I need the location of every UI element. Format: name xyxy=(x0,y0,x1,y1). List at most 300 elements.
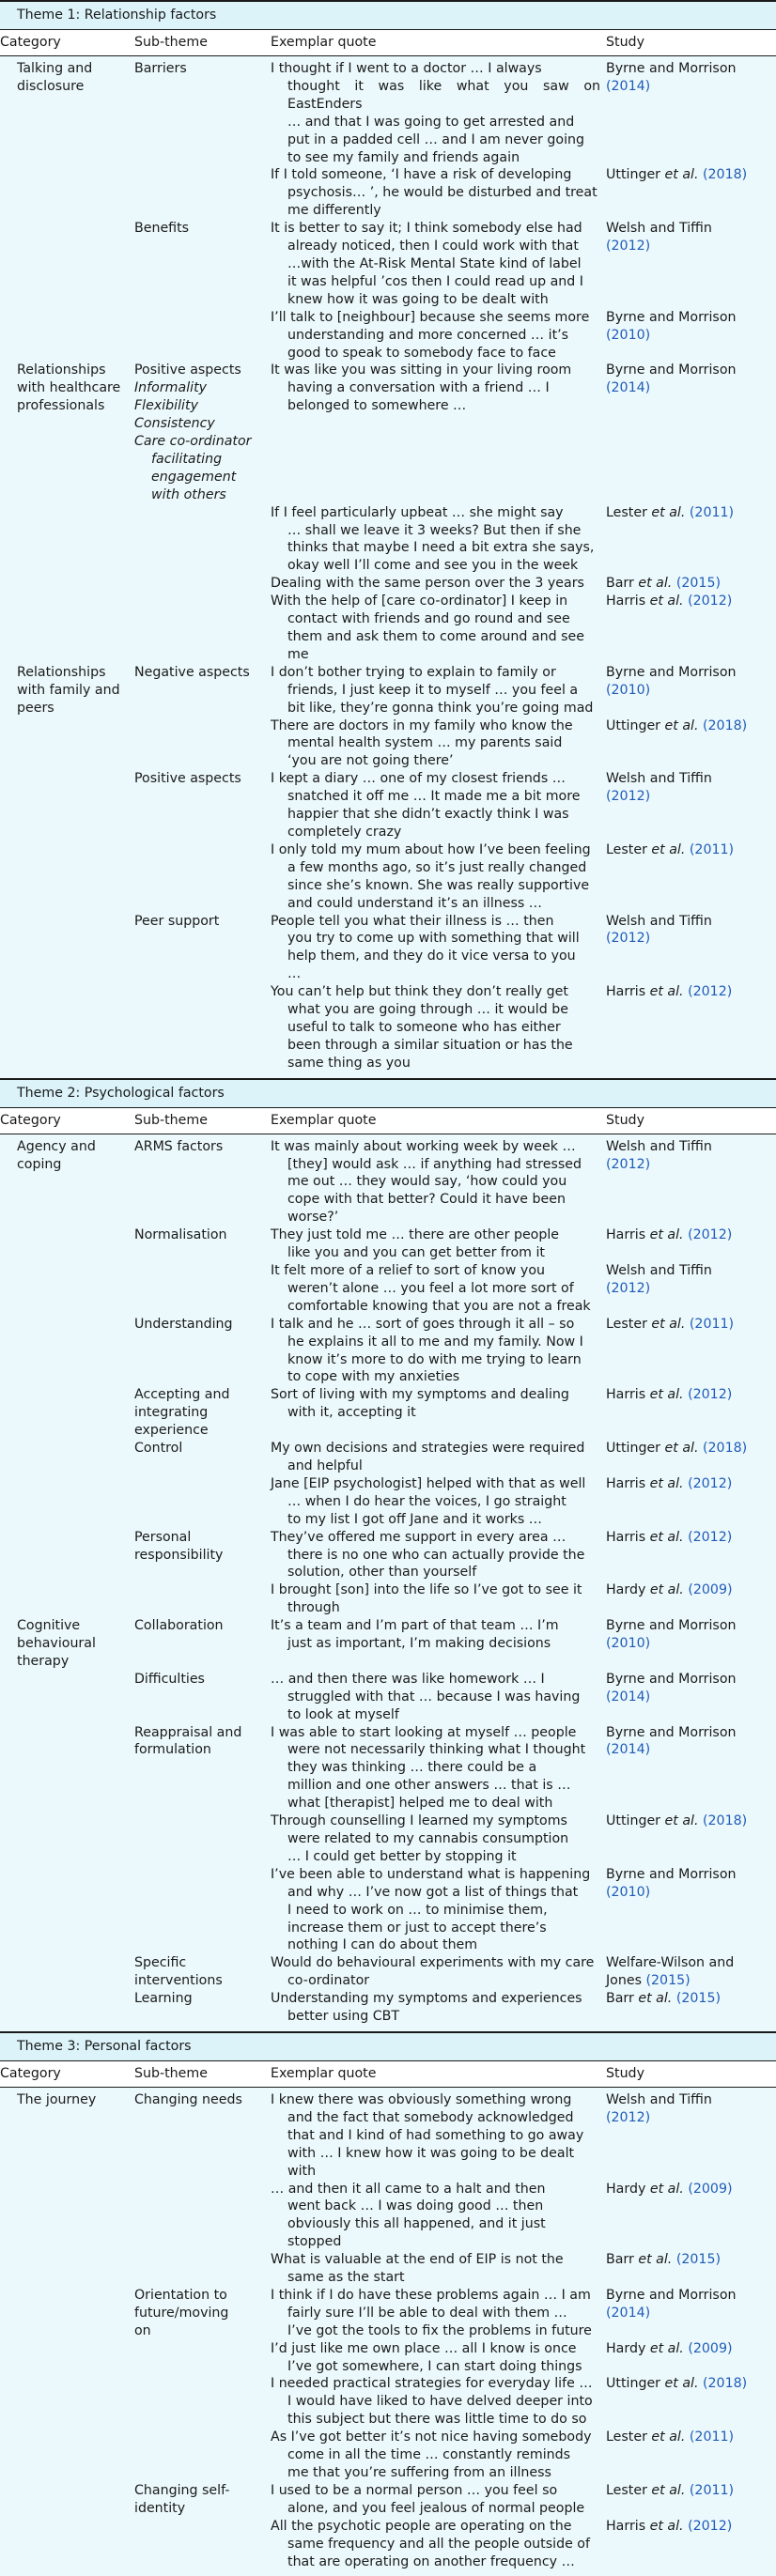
subtheme-line: Benefits xyxy=(134,221,190,237)
quote-line: a few months ago, so it’s just really changed xyxy=(287,859,587,875)
category-cell xyxy=(0,717,134,771)
quote-line: It is better to say it; I think somebody else had xyxy=(271,221,582,237)
citation-year-link[interactable]: (2011) xyxy=(689,1316,735,1332)
table-row xyxy=(0,220,776,309)
subtheme-line: Peer support xyxy=(134,913,220,929)
table-row xyxy=(0,1866,776,1955)
quote-line: through xyxy=(287,1600,340,1616)
category-line: Talking and xyxy=(17,61,93,76)
category-line: Relationships xyxy=(17,664,106,680)
category-cell xyxy=(0,2251,134,2287)
category-cell xyxy=(0,983,134,1072)
quote-line: increase them or just to accept there’s xyxy=(287,1920,547,1936)
quote-line: they was thinking … there could be a xyxy=(287,1760,537,1776)
table-row xyxy=(0,1529,776,1582)
subtheme-cell xyxy=(134,770,271,841)
study-line: Lester et al. (2011) xyxy=(606,1316,735,1332)
subtheme-cell xyxy=(134,1226,271,1262)
citation-year-link[interactable]: (2010) xyxy=(606,327,651,343)
quote-line: I’ve been able to understand what is happening xyxy=(271,1866,591,1882)
subtheme-cell xyxy=(134,1724,271,1813)
column-header-subtheme: Sub-theme xyxy=(134,1112,208,1128)
category-cell xyxy=(0,362,134,503)
quote-cell xyxy=(271,1617,606,1671)
column-header-category: Category xyxy=(0,35,61,50)
quote-line: I talk and he … sort of goes through it all – so xyxy=(271,1316,575,1332)
citation-year-link[interactable]: (2014) xyxy=(606,1689,651,1704)
quote-cell xyxy=(271,1316,606,1387)
subtheme-line: Positive aspects xyxy=(134,362,241,378)
et-al: et al. xyxy=(649,2518,684,2534)
category-cell xyxy=(0,664,134,717)
category-cell xyxy=(0,2340,134,2376)
study-line xyxy=(606,682,776,700)
study-line: Welfare-Wilson and xyxy=(606,1955,735,1971)
table-row xyxy=(0,983,776,1072)
quote-line: weren’t alone … you feel a lot more sort of xyxy=(287,1280,574,1296)
quote-line: same thing as you xyxy=(287,1055,411,1071)
subtheme-line: ARMS factors xyxy=(134,1138,224,1154)
category-cell xyxy=(0,166,134,220)
subtheme-cell xyxy=(134,1138,271,1227)
citation-year-link[interactable]: (2014) xyxy=(606,78,651,94)
study-cell xyxy=(606,1440,776,1475)
study-line: Lester et al. (2011) xyxy=(606,2429,735,2445)
quote-line: I think if I do have these problems again … I am xyxy=(271,2287,591,2303)
quote-line: nothing I can do about them xyxy=(287,1937,478,1953)
quote-line: to my list I got off Jane and it works … xyxy=(287,1511,542,1527)
et-al: et al. xyxy=(651,504,686,520)
quote-line: with … I knew how it was going to be dealt xyxy=(287,2145,575,2161)
subtheme-cell xyxy=(134,2251,271,2287)
quote-line: just as important, I’m making decisions xyxy=(287,1636,551,1652)
study-line xyxy=(606,1741,776,1759)
quote-cell xyxy=(271,2429,606,2482)
category-cell xyxy=(0,1617,134,1671)
citation-year-link[interactable]: (2012) xyxy=(606,931,651,947)
study-line: Byrne and Morrison xyxy=(606,1724,737,1740)
subtheme-cell xyxy=(134,1475,271,1529)
study-cell xyxy=(606,664,776,717)
quote-line: I’d just like me own place … all I know is once xyxy=(271,2340,577,2356)
study-line xyxy=(606,2305,776,2322)
subtheme-cell xyxy=(134,1386,271,1440)
et-al: et al. xyxy=(651,841,686,857)
citation-year-link[interactable]: (2014) xyxy=(606,1742,651,1758)
category-cell xyxy=(0,1724,134,1813)
quote-cell xyxy=(271,2518,606,2571)
category-cell xyxy=(0,1138,134,1227)
table-row xyxy=(0,2429,776,2482)
study-cell xyxy=(606,1617,776,1671)
study-line: Byrne and Morrison xyxy=(606,309,737,325)
quote-cell xyxy=(271,1529,606,1582)
quote-line: There are doctors in my family who know the xyxy=(271,717,573,733)
quote-line: If I feel particularly upbeat … she might say xyxy=(271,504,564,520)
quote-cell xyxy=(271,60,606,166)
citation-year-link[interactable]: (2018) xyxy=(703,167,748,183)
table-row xyxy=(0,166,776,220)
subtheme-cell xyxy=(134,220,271,309)
category-line: Cognitive xyxy=(17,1618,81,1634)
citation-year-link[interactable]: (2012) xyxy=(688,984,733,1000)
citation-year-link[interactable]: (2012) xyxy=(606,1156,651,1172)
study-cell xyxy=(606,1386,776,1440)
table-row xyxy=(0,2287,776,2340)
subtheme-line: Control xyxy=(134,1441,183,1457)
study-line: Harris et al. (2012) xyxy=(606,594,733,609)
table-row xyxy=(0,841,776,913)
citation-year-link[interactable]: (2014) xyxy=(606,2305,651,2321)
quote-line: I kept a diary … one of my closest friends … xyxy=(271,771,566,787)
quote-line: he explains it all to me and my family. Now I xyxy=(287,1334,583,1350)
citation-year-link[interactable]: (2018) xyxy=(703,1441,748,1457)
column-header-study: Study xyxy=(606,35,644,50)
study-line xyxy=(606,238,776,255)
category-cell xyxy=(0,2091,134,2181)
citation-year-link[interactable]: (2012) xyxy=(606,789,651,805)
quote-cell xyxy=(271,717,606,771)
table-row xyxy=(0,1316,776,1387)
citation-year-link[interactable]: (2012) xyxy=(606,239,651,255)
subtheme-cell xyxy=(134,1440,271,1475)
subtheme-italic-line: with others xyxy=(151,486,226,502)
citation-year-link[interactable]: (2018) xyxy=(703,2376,748,2392)
subtheme-cell xyxy=(134,1316,271,1387)
study-cell xyxy=(606,1138,776,1227)
theme-title: Theme 1: Relationship factors xyxy=(0,0,776,30)
study-line xyxy=(606,788,776,806)
quote-line: fairly sure I’ll be able to deal with them … xyxy=(287,2305,567,2321)
table-row xyxy=(0,575,776,593)
subtheme-line: Changing needs xyxy=(134,2091,242,2107)
quote-line: thinks that maybe I need a bit extra she says, xyxy=(287,540,595,556)
subtheme-cell xyxy=(134,2181,271,2252)
et-al: et al. xyxy=(649,1227,684,1243)
study-line: Byrne and Morrison xyxy=(606,61,737,76)
quote-line: Jane [EIP psychologist] helped with that as well xyxy=(271,1475,586,1491)
quote-line: … and then it all came to a halt and then xyxy=(271,2181,546,2197)
quote-cell xyxy=(271,1262,606,1316)
et-al: et al. xyxy=(649,1529,684,1545)
quote-line: worse?’ xyxy=(287,1210,339,1226)
quote-line: this subject but there was little time to do so xyxy=(287,2412,587,2428)
study-line: Barr et al. (2015) xyxy=(606,576,722,592)
citation-year-link[interactable]: (2011) xyxy=(689,504,735,520)
table-row xyxy=(0,309,776,362)
quote-cell xyxy=(271,1386,606,1440)
study-line: Uttinger et al. (2018) xyxy=(606,1441,748,1457)
table-row xyxy=(0,2518,776,2571)
subtheme-cell xyxy=(134,309,271,362)
quote-cell xyxy=(271,2091,606,2181)
quote-line: I brought [son] into the life so I’ve got to see it xyxy=(271,1582,582,1598)
study-line: Welsh and Tiffin xyxy=(606,771,712,787)
table-row xyxy=(0,2340,776,2376)
citation-year-link[interactable]: (2012) xyxy=(688,1387,733,1403)
study-line: Byrne and Morrison xyxy=(606,1866,737,1882)
study-cell xyxy=(606,1475,776,1529)
study-line: Harris et al. (2012) xyxy=(606,1387,733,1403)
table-row xyxy=(0,1262,776,1316)
study-cell xyxy=(606,913,776,984)
quote-line: knew how it was going to be dealt with xyxy=(287,291,549,307)
subtheme-line: Understanding xyxy=(134,1316,233,1332)
category-line: Agency and xyxy=(17,1138,96,1154)
study-line: Welsh and Tiffin xyxy=(606,2091,712,2107)
subtheme-line: formulation xyxy=(134,1742,211,1758)
quote-cell xyxy=(271,841,606,913)
citation-year-link[interactable]: (2011) xyxy=(689,2482,735,2498)
quote-line: I needed practical strategies for everyday life … xyxy=(271,2376,593,2392)
study-line xyxy=(606,1156,776,1174)
study-line: Byrne and Morrison xyxy=(606,664,737,680)
theme-section xyxy=(0,56,776,1078)
category-cell xyxy=(0,2518,134,2571)
et-al: et al. xyxy=(649,984,684,1000)
citation-year-link[interactable]: (2011) xyxy=(689,2429,735,2445)
quote-line: and the fact that somebody acknowledged xyxy=(287,2109,574,2125)
subtheme-cell xyxy=(134,1262,271,1316)
quote-cell xyxy=(271,983,606,1072)
citation-year-link[interactable]: (2018) xyxy=(703,717,748,733)
citation-year-link[interactable]: (2014) xyxy=(606,380,651,396)
table-row xyxy=(0,664,776,717)
study-line: Uttinger et al. (2018) xyxy=(606,717,748,733)
subtheme-line: Orientation to xyxy=(134,2287,227,2303)
subtheme-cell xyxy=(134,1671,271,1724)
quote-line: Through counselling I learned my symptoms xyxy=(271,1813,567,1829)
study-cell xyxy=(606,1954,776,1990)
citation-year-link[interactable]: (2012) xyxy=(688,2518,733,2534)
quote-line: thought it was like what you saw on EastEnders xyxy=(287,78,600,112)
citation-year-link[interactable]: (2010) xyxy=(606,1884,651,1900)
subtheme-cell xyxy=(134,2340,271,2376)
quote-line: and helpful xyxy=(287,1458,363,1473)
quote-line: stopped xyxy=(287,2234,342,2250)
study-cell xyxy=(606,1866,776,1955)
quote-cell xyxy=(271,1671,606,1724)
study-line: Lester et al. (2011) xyxy=(606,841,735,857)
quote-line: It’s a team and I’m part of that team … I’m xyxy=(271,1618,559,1634)
study-cell xyxy=(606,2251,776,2287)
study-line: Welsh and Tiffin xyxy=(606,1263,712,1278)
subtheme-cell xyxy=(134,166,271,220)
category-cell xyxy=(0,1475,134,1529)
study-line: Hardy et al. (2009) xyxy=(606,1582,733,1598)
citation-year-link[interactable]: (2011) xyxy=(689,841,735,857)
et-al: et al. xyxy=(649,1582,684,1598)
quote-cell xyxy=(271,166,606,220)
et-al: et al. xyxy=(638,1991,673,2007)
table-row xyxy=(0,362,776,503)
citation-year-link[interactable]: (2012) xyxy=(606,2109,651,2125)
subtheme-line: Accepting and xyxy=(134,1387,230,1403)
category-cell xyxy=(0,770,134,841)
category-cell xyxy=(0,913,134,984)
table-row xyxy=(0,1138,776,1227)
study-line: Harris et al. (2012) xyxy=(606,1529,733,1545)
category-cell xyxy=(0,1671,134,1724)
subtheme-cell xyxy=(134,1866,271,1955)
subtheme-cell xyxy=(134,983,271,1072)
subtheme-cell xyxy=(134,664,271,717)
citation-year-link[interactable]: (2012) xyxy=(688,1227,733,1243)
citation-year-link[interactable]: (2010) xyxy=(606,1636,651,1652)
quote-line: You can’t help but think they don’t really get xyxy=(271,984,568,1000)
quote-line: already noticed, then I could work with that xyxy=(287,239,579,255)
column-header-quote: Exemplar quote xyxy=(271,2065,377,2081)
quote-cell xyxy=(271,575,606,593)
study-line: Byrne and Morrison xyxy=(606,2287,737,2303)
study-cell xyxy=(606,2375,776,2429)
study-line xyxy=(606,1689,776,1706)
category-cell xyxy=(0,2482,134,2518)
subtheme-line: Collaboration xyxy=(134,1618,224,1634)
quote-line: They’ve offered me support in every area … xyxy=(271,1529,566,1545)
quote-line: me differently xyxy=(287,203,381,219)
citation-year-link[interactable]: (2012) xyxy=(688,1475,733,1491)
study-cell xyxy=(606,166,776,220)
quote-line: I don’t bother trying to explain to family or xyxy=(271,664,556,680)
subtheme-line: Specific xyxy=(134,1955,187,1971)
citation-year-link[interactable]: (2018) xyxy=(703,1813,748,1829)
quote-line: If I told someone, ‘I have a risk of developing xyxy=(271,167,572,183)
quote-line: that are operating on another frequency … xyxy=(287,2553,575,2569)
category-cell xyxy=(0,504,134,576)
subtheme-cell xyxy=(134,1990,271,2026)
category-cell xyxy=(0,60,134,166)
theme-section xyxy=(0,2088,776,2576)
citation-year-link[interactable]: (2012) xyxy=(606,1280,651,1296)
quote-line: happier that she didn’t exactly think I was xyxy=(287,807,569,823)
quote-cell xyxy=(271,1866,606,1955)
citation-year-link[interactable]: (2015) xyxy=(645,1973,691,1989)
quote-line: come in all the time … constantly reminds xyxy=(287,2447,571,2463)
quote-line: I would have liked to have delved deeper into xyxy=(287,2394,593,2410)
citation-year-link[interactable]: (2009) xyxy=(688,1582,733,1598)
et-al: et al. xyxy=(664,1441,699,1457)
subtheme-italic-line: Consistency xyxy=(134,416,215,432)
quote-cell xyxy=(271,1440,606,1475)
et-al: et al. xyxy=(638,576,673,592)
quote-cell xyxy=(271,770,606,841)
category-cell xyxy=(0,2429,134,2482)
citation-year-link[interactable]: (2009) xyxy=(688,2181,733,2197)
category-cell xyxy=(0,2181,134,2252)
subtheme-line: Difficulties xyxy=(134,1671,205,1687)
quote-line: bit like, they’re gonna think you’re going mad xyxy=(287,700,594,716)
et-al: et al. xyxy=(664,1813,699,1829)
study-line xyxy=(606,1635,776,1653)
category-cell xyxy=(0,841,134,913)
category-cell xyxy=(0,1581,134,1617)
subtheme-italic-line: Care co-ordinator xyxy=(134,434,252,450)
quote-line: since she’s known. She was really supportive xyxy=(287,877,590,893)
quote-line: useful to talk to someone who has either xyxy=(287,1019,561,1035)
quote-line: With the help of [care co-ordinator] I keep in xyxy=(271,594,568,609)
study-line: Hardy et al. (2009) xyxy=(606,2340,733,2356)
study-cell xyxy=(606,1262,776,1316)
column-header-row xyxy=(0,1108,776,1134)
category-cell xyxy=(0,1990,134,2026)
quote-cell xyxy=(271,1138,606,1227)
subtheme-cell xyxy=(134,1581,271,1617)
subtheme-line: Changing self- xyxy=(134,2482,230,2498)
study-line: Welsh and Tiffin xyxy=(606,913,712,929)
quote-line: friends, I just keep it to myself … you feel a xyxy=(287,682,579,698)
citation-year-link[interactable]: (2010) xyxy=(606,682,651,698)
citation-year-link[interactable]: (2012) xyxy=(688,594,733,609)
citation-year-link[interactable]: (2012) xyxy=(688,1529,733,1545)
table-row xyxy=(0,1386,776,1440)
quote-cell xyxy=(271,2375,606,2429)
table-row xyxy=(0,593,776,664)
study-cell xyxy=(606,841,776,913)
citation-year-link[interactable]: (2015) xyxy=(675,2252,722,2268)
quote-line: having a conversation with a friend … I xyxy=(287,380,550,396)
quote-line: million and one other answers … that is … xyxy=(287,1778,571,1794)
quote-cell xyxy=(271,1475,606,1529)
subtheme-line: integrating xyxy=(134,1405,209,1421)
category-cell xyxy=(0,593,134,664)
category-cell xyxy=(0,2287,134,2340)
study-cell xyxy=(606,983,776,1072)
table-row xyxy=(0,1440,776,1475)
et-al: et al. xyxy=(664,717,699,733)
quote-line: I only told my mum about how I’ve been feeling xyxy=(271,841,591,857)
study-cell xyxy=(606,2429,776,2482)
quote-line: contact with friends and go round and see xyxy=(287,611,570,627)
quote-line: better using CBT xyxy=(287,2009,400,2025)
column-header-row xyxy=(0,30,776,56)
category-cell xyxy=(0,1386,134,1440)
quote-cell xyxy=(271,1581,606,1617)
table-row xyxy=(0,770,776,841)
quote-line: All the psychotic people are operating on the xyxy=(271,2518,572,2534)
quote-cell xyxy=(271,2287,606,2340)
et-al: et al. xyxy=(649,2340,684,2356)
study-cell xyxy=(606,220,776,309)
category-line: The journey xyxy=(17,2091,97,2107)
study-cell xyxy=(606,504,776,576)
quote-line: I used to be a normal person … you feel so xyxy=(271,2482,558,2498)
quote-line: It was like you was sitting in your living room xyxy=(271,362,572,378)
study-line: Byrne and Morrison xyxy=(606,362,737,378)
subtheme-cell xyxy=(134,2091,271,2181)
quote-line: ‘you are not going there’ xyxy=(287,753,454,769)
quote-cell xyxy=(271,1954,606,1990)
theme-title: Theme 2: Psychological factors xyxy=(0,1078,776,1108)
study-line xyxy=(606,78,776,96)
quote-line: me xyxy=(287,646,309,662)
quote-line: know it’s more to do with me trying to learn xyxy=(287,1351,582,1367)
subtheme-line: Reappraisal and xyxy=(134,1724,242,1740)
study-cell xyxy=(606,1581,776,1617)
citation-year-link[interactable]: (2015) xyxy=(675,1991,722,2007)
quote-line: psychosis… ’, he would be disturbed and treat xyxy=(287,185,598,201)
study-line xyxy=(606,930,776,948)
table-row xyxy=(0,717,776,771)
study-line xyxy=(606,327,776,345)
subtheme-cell xyxy=(134,2375,271,2429)
quote-line: what [therapist] helped me to deal with xyxy=(287,1796,553,1812)
quote-line: [they] would ask … if anything had stressed xyxy=(287,1156,582,1172)
et-al: et al. xyxy=(649,594,684,609)
citation-year-link[interactable]: (2009) xyxy=(688,2340,733,2356)
citation-year-link[interactable]: (2015) xyxy=(675,576,722,592)
subtheme-cell xyxy=(134,2482,271,2518)
